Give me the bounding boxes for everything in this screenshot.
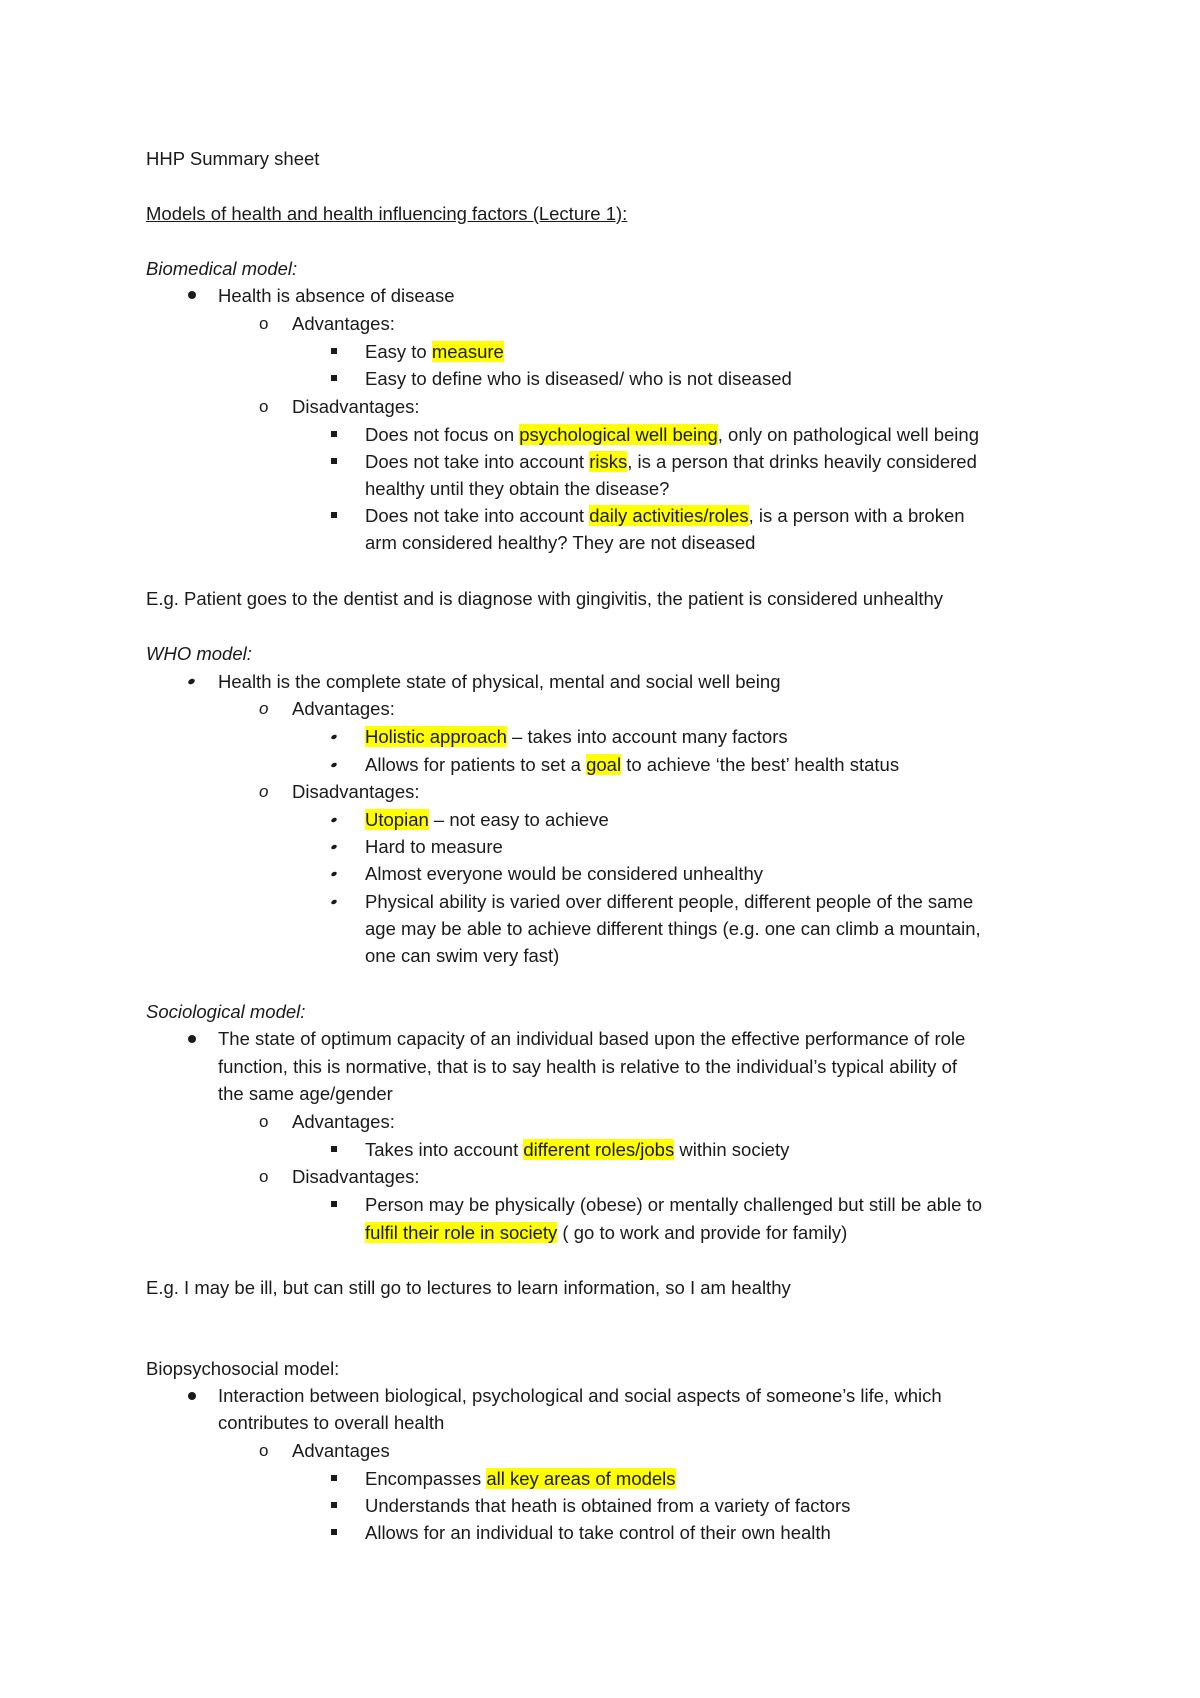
biopsychosocial-advantages-label: Advantages — [292, 1440, 390, 1461]
square-bullet-icon — [331, 1201, 337, 1207]
bullet-icon — [188, 291, 196, 299]
sociological-heading: Sociological model: — [146, 1001, 306, 1022]
sociological-definition: The state of optimum capacity of an individual based upon the effective performance of role — [218, 1028, 966, 1049]
sociological-disadvantage-1: Person may be physically (obese) or mentally challenged but still be able to — [365, 1194, 982, 1215]
highlight: psychological well being — [519, 424, 718, 445]
sociological-advantages-label: Advantages: — [292, 1111, 395, 1132]
biomedical-disadvantages-label: Disadvantages: — [292, 396, 420, 417]
who-advantages-label: Advantages: — [292, 698, 395, 719]
sociological-advantage-1: Takes into account different roles/jobs within society — [365, 1139, 790, 1160]
sociological-definition-line-2: function, this is normative, that is to say health is relative to the individual’s typical ability of — [218, 1056, 957, 1077]
biomedical-definition: Health is absence of disease — [218, 285, 455, 306]
square-bullet-icon — [331, 1146, 337, 1152]
biomedical-example: E.g. Patient goes to the dentist and is diagnose with gingivitis, the patient is considered unhealthy — [146, 588, 944, 609]
biomedical-advantages-label: Advantages: — [292, 313, 395, 334]
biopsychosocial-heading: Biopsychosocial model: — [146, 1358, 340, 1379]
who-advantage-1: Holistic approach – takes into account many factors — [365, 726, 788, 747]
circle-bullet-icon: o — [259, 1441, 269, 1460]
biopsychosocial-advantage-3: Allows for an individual to take control of their own health — [365, 1522, 831, 1543]
square-bullet-icon — [331, 1529, 337, 1535]
square-bullet-icon — [331, 375, 337, 381]
square-bullet-icon — [330, 817, 337, 823]
who-disadvantage-1: Utopian – not easy to achieve — [365, 809, 609, 830]
highlight: Holistic approach — [365, 726, 507, 747]
sociological-disadvantage-1-line-2: fulfil their role in society ( go to work and provide for family) — [365, 1222, 848, 1243]
biomedical-disadvantage-2-continued: healthy until they obtain the disease? — [365, 478, 670, 499]
biomedical-disadvantage-2: Does not take into account risks, is a person that drinks heavily considered — [365, 451, 977, 472]
biopsychosocial-advantage-1: Encompasses all key areas of models — [365, 1468, 676, 1489]
square-bullet-icon — [331, 1475, 337, 1481]
circle-bullet-icon: o — [259, 397, 269, 416]
square-bullet-icon — [330, 762, 337, 768]
circle-bullet-icon: o — [259, 699, 269, 718]
who-disadvantage-4-line-2: age may be able to achieve different things (e.g. one can climb a mountain, — [365, 918, 981, 939]
biomedical-advantage-2: Easy to define who is diseased/ who is not diseased — [365, 368, 792, 389]
square-bullet-icon — [331, 348, 337, 354]
square-bullet-icon — [330, 844, 337, 850]
biomedical-heading: Biomedical model: — [146, 258, 298, 279]
who-heading: WHO model: — [146, 643, 252, 664]
highlight: measure — [431, 341, 504, 362]
who-disadvantage-4-line-3: one can swim very fast) — [365, 945, 560, 966]
circle-bullet-icon: o — [259, 782, 269, 801]
square-bullet-icon — [330, 734, 337, 740]
biomedical-disadvantage-3: Does not take into account daily activities/roles, is a person with a broken — [365, 505, 965, 526]
sociological-disadvantages-label: Disadvantages: — [292, 1166, 420, 1187]
square-bullet-icon — [331, 458, 337, 464]
square-bullet-icon — [331, 431, 337, 437]
highlight: fulfil their role in society — [365, 1222, 558, 1243]
bullet-icon — [187, 678, 196, 686]
highlight: daily activities/roles — [589, 505, 749, 526]
who-advantage-2: Allows for patients to set a goal to achieve ‘the best’ health status — [365, 754, 900, 775]
biopsychosocial-definition-line-2: contributes to overall health — [218, 1412, 445, 1433]
biomedical-disadvantage-3-continued: arm considered healthy? They are not diseased — [365, 532, 756, 553]
circle-bullet-icon: o — [259, 1112, 269, 1131]
bullet-icon — [188, 1035, 196, 1043]
who-disadvantages-label: Disadvantages: — [292, 781, 420, 802]
who-disadvantage-4: Physical ability is varied over different people, different people of the same — [365, 891, 974, 912]
section-heading: Models of health and health influencing factors (Lecture 1): — [146, 203, 628, 224]
who-definition: Health is the complete state of physical, mental and social well being — [218, 671, 781, 692]
who-disadvantage-3: Almost everyone would be considered unhealthy — [365, 863, 763, 884]
document-title: HHP Summary sheet — [146, 148, 320, 169]
biomedical-advantage-1: Easy to measure — [365, 341, 504, 362]
circle-bullet-icon: o — [259, 314, 269, 333]
biopsychosocial-definition: Interaction between biological, psychological and social aspects of someone’s life, which — [218, 1385, 942, 1406]
highlight: risks — [589, 451, 628, 472]
square-bullet-icon — [331, 512, 337, 518]
sociological-example: E.g. I may be ill, but can still go to lectures to learn information, so I am healthy — [146, 1277, 791, 1298]
square-bullet-icon — [330, 871, 337, 877]
sociological-definition-line-3: the same age/gender — [218, 1083, 393, 1104]
who-disadvantage-2: Hard to measure — [365, 836, 503, 857]
square-bullet-icon — [331, 1502, 337, 1508]
highlight: Utopian — [365, 809, 429, 830]
bullet-icon — [188, 1392, 196, 1400]
highlight: all key areas of models — [486, 1468, 676, 1489]
biopsychosocial-advantage-2: Understands that heath is obtained from a variety of factors — [365, 1495, 851, 1516]
circle-bullet-icon: o — [259, 1167, 269, 1186]
square-bullet-icon — [330, 899, 337, 905]
highlight: different roles/jobs — [523, 1139, 675, 1160]
highlight: goal — [586, 754, 622, 775]
biomedical-disadvantage-1: Does not focus on psychological well being, only on pathological well being — [365, 424, 979, 445]
